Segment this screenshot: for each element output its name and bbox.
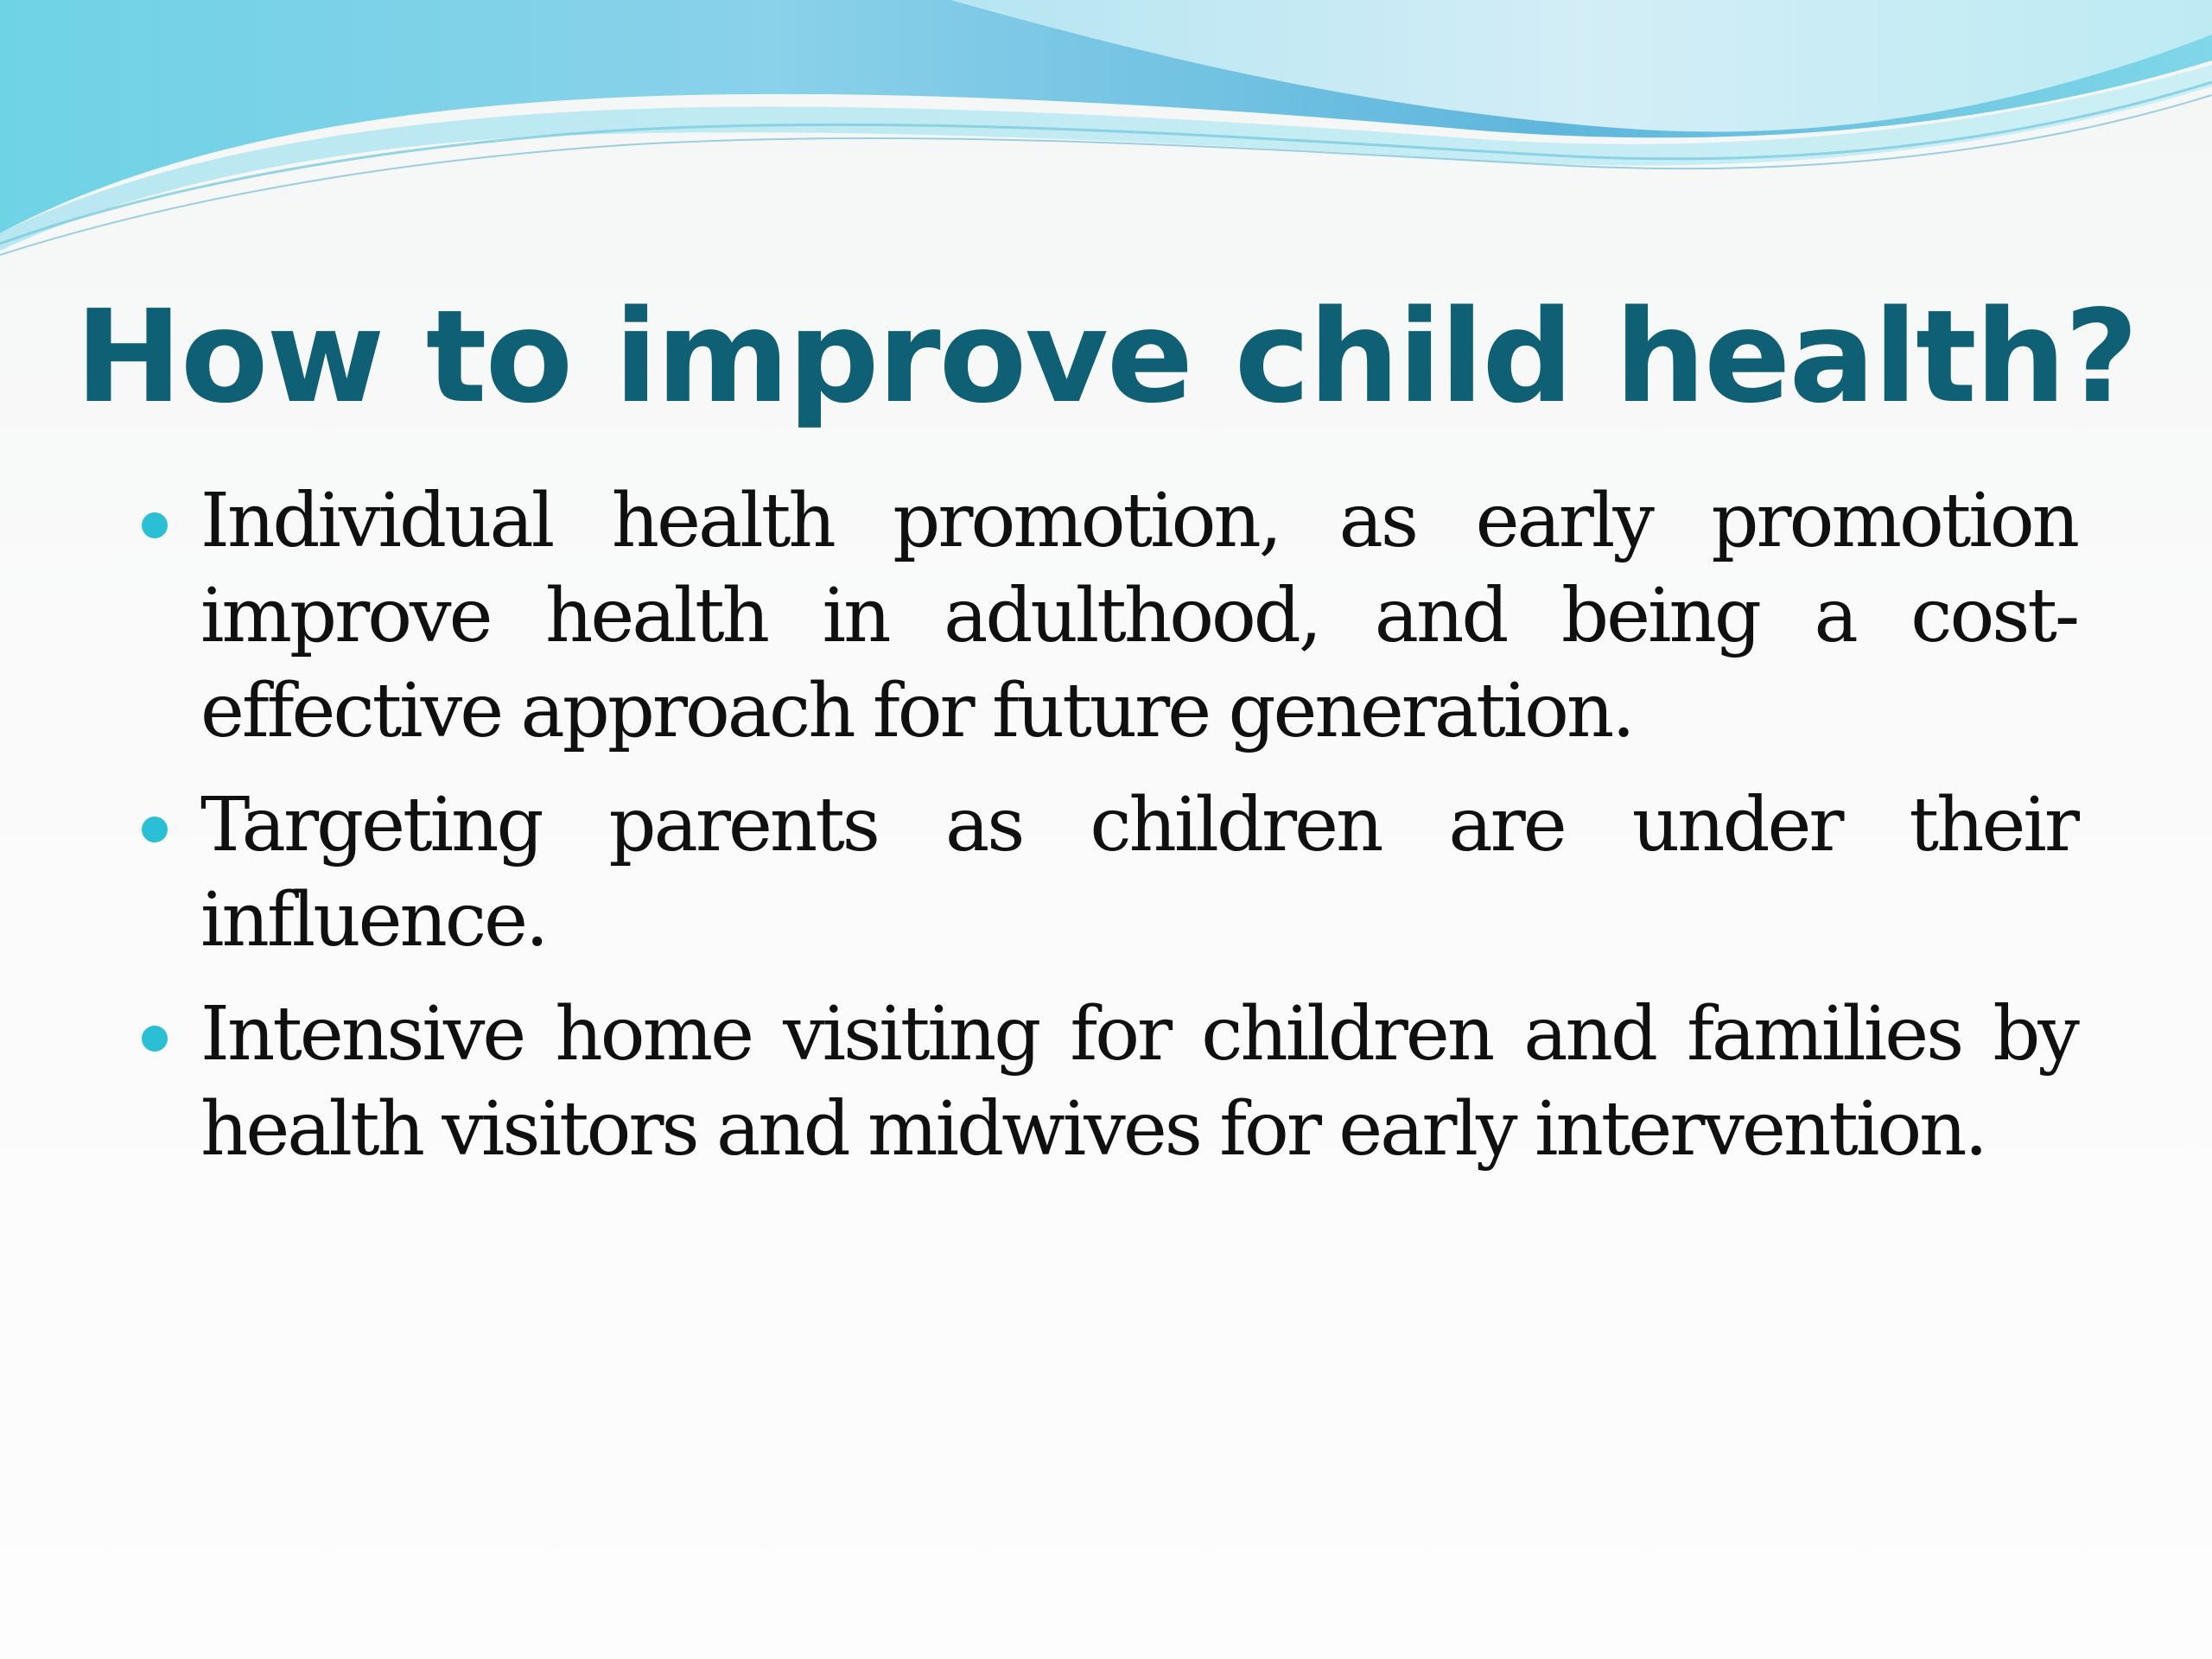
bullet-item: [131, 474, 2077, 759]
bullet-list: [131, 474, 2077, 1196]
bullet-item: [131, 987, 2077, 1177]
bullet-dot-icon: [142, 817, 168, 842]
bullet-dot-icon: [142, 1026, 168, 1052]
bullet-text: Targeting parents as children are under their influence.: [200, 782, 2077, 963]
decorative-wave-header: [0, 0, 2212, 276]
slide-title: How to improve child health?: [75, 283, 2137, 431]
bullet-item: [131, 778, 2077, 968]
bullet-text: Individual health promotion, as early promotion improve health in adulthood, and being a cost-effective approach for future generation.: [200, 478, 2077, 754]
bullet-text: Intensive home visiting for children and families by health visitors and midwives for early intervention.: [200, 991, 2077, 1173]
bullet-dot-icon: [142, 512, 168, 538]
